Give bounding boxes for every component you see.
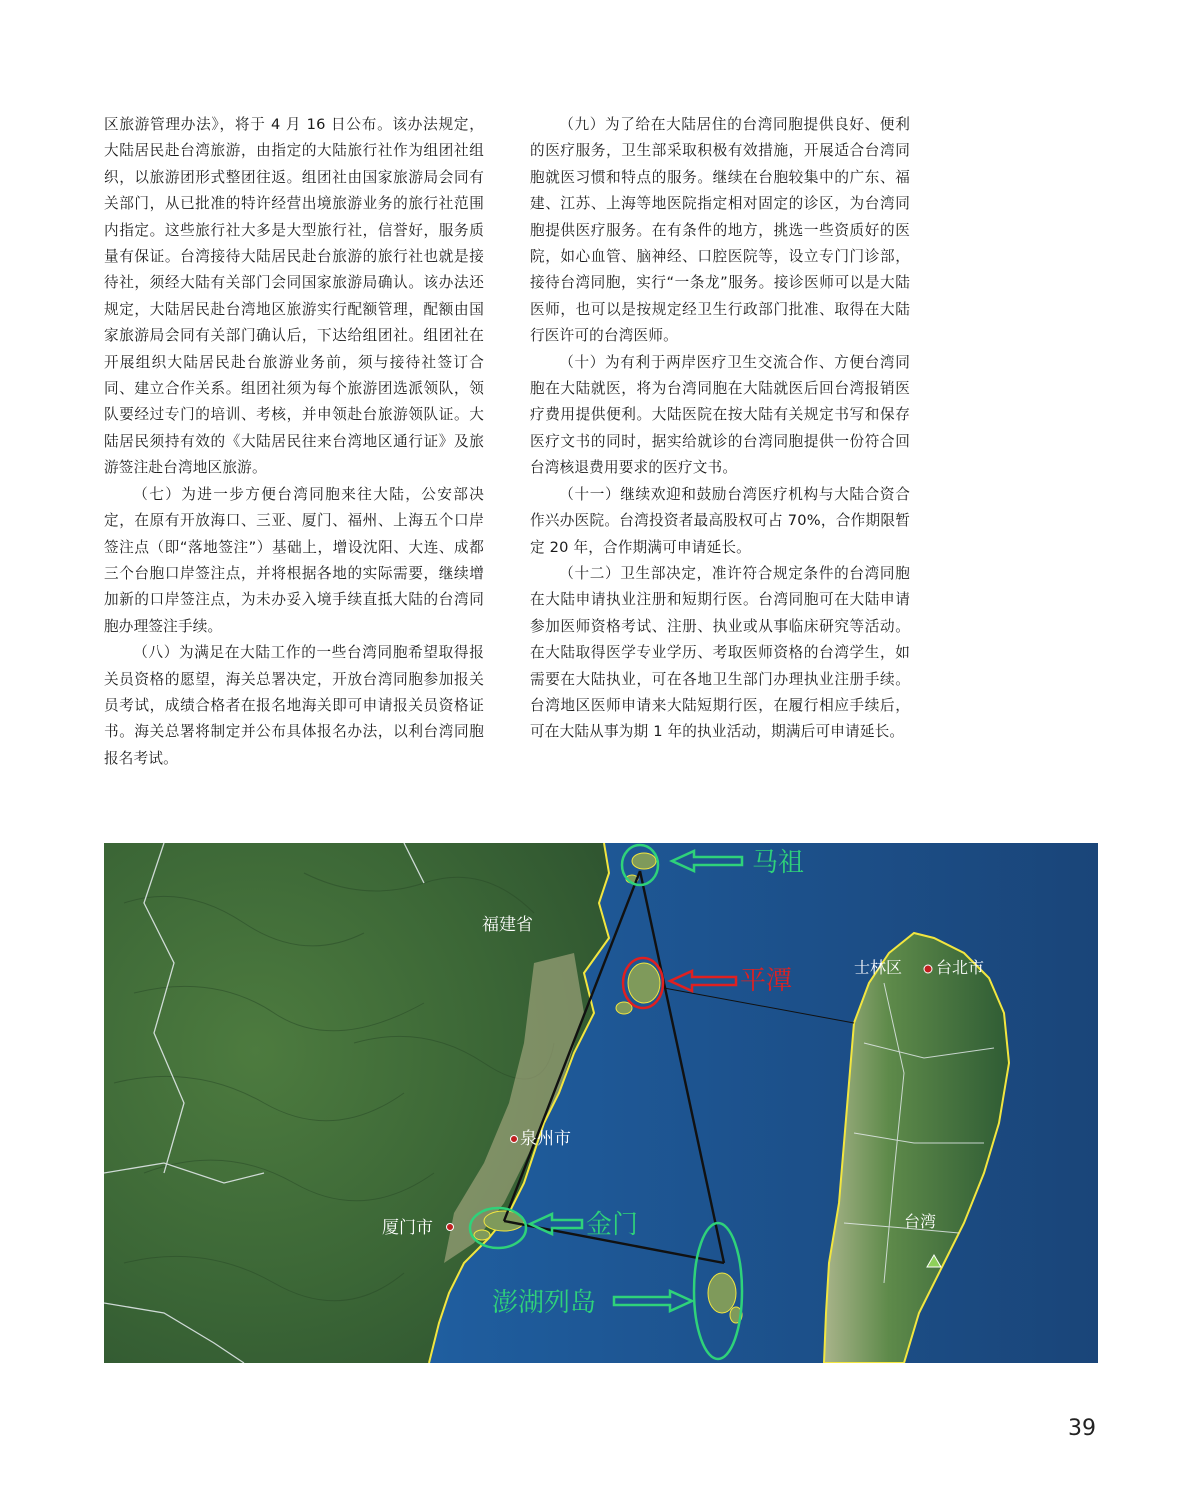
taipei-label: 台北市 [936,958,985,977]
shilin-label: 士林区 [854,958,903,977]
xiamen-label: 厦门市 [382,1218,433,1238]
right-paragraph-3: （十一）继续欢迎和鼓励台湾医疗机构与大陆合资合作兴办医院。台湾投资者最高股权可占 70%，合作期限暂定 20 年，合作期满可申请延长。 [530,485,910,556]
xiamen-marker [447,1224,454,1231]
jinmen-callout-label: 金门 [586,1210,639,1240]
right-paragraph-4: （十二）卫生部决定，准许符合规定条件的台湾同胞在大陆申请执业注册和短期行医。台湾同胞可在大陆申请参加医师资格考试、注册、执业或从事临床研究等活动。在大陆取得医学专业学历、考取医师资格的台湾学生，如需要在大陆执业，可在各地卫生部门办理执业注册手续。台湾地区医师申请来大陆短期行医，在履行相应手续后，可在大陆从事为期 1 年的执业活动，期满后可申请延长。 [530,564,910,741]
quanzhou-marker [511,1136,518,1143]
taiwan-label: 台湾 [904,1212,937,1231]
right-paragraph-2: （十）为有利于两岸医疗卫生交流合作、方便台湾同胞在大陆就医，将为台湾同胞在大陆就医后回台湾报销医疗费用提供便利。大陆医院在按大陆有关规定书写和保存医疗文书的同时，据实给就诊的台湾同胞提供一份符合回台湾核退费用要求的医疗文书。 [530,353,910,477]
page-number: 39 [1068,1416,1096,1441]
right-paragraph-1: （九）为了给在大陆居住的台湾同胞提供良好、便利的医疗服务，卫生部采取积极有效措施，开展适合台湾同胞就医习惯和特点的服务。继续在台胞较集中的广东、福建、江苏、上海等地医院指定相对固定的诊区，为台湾同胞提供医疗服务。在有条件的地方，挑选一些资质好的医院，如心血管、脑神经、口腔医院等，设立专门门诊部，接待台湾同胞，实行“一条龙”服务。接诊医师可以是大陆医师，也可以是按规定经卫生行政部门批准、取得在大陆行医许可的台湾医师。 [530,116,910,345]
left-paragraph-2: （七）为进一步方便台湾同胞来往大陆，公安部决定，在原有开放海口、三亚、厦门、福州、上海五个口岸签注点（即“落地签注”）基础上，增设沈阳、大连、成都三个台胞口岸签注点，并将根据各地的实际需要，继续增加新的口岸签注点，为未办妥入境手续直抵大陆的台湾同胞办理签注手续。 [104,485,484,635]
left-paragraph-3: （八）为满足在大陆工作的一些台湾同胞希望取得报关员资格的愿望，海关总署决定，开放台湾同胞参加报关员考试，成绩合格者在报名地海关即可申请报关员资格证书。海关总署将制定并公布具体报名办法，以利台湾同胞报名考试。 [104,644,484,767]
fujian-label: 福建省 [482,915,533,935]
pingtan-callout-label: 平潭 [740,966,793,996]
left-text-column [104,112,484,772]
taiwan-strait-map [104,843,1098,1363]
quanzhou-label: 泉州市 [520,1129,571,1149]
mazu-callout-label: 马祖 [752,848,805,878]
right-text-column [530,112,910,746]
left-paragraph-1: 区旅游管理办法》，将于 4 月 16 日公布。该办法规定，大陆居民赴台湾旅游，由指定的大陆旅行社作为组团社组织，以旅游团形式整团往返。组团社由国家旅游局会同有关部门，从已批准的特许经营出境旅游业务的旅行社范围内指定。这些旅行社大多是大型旅行社，信誉好，服务质量有保证。台湾接待大陆居民赴台旅游的旅行社也就是接待社，须经大陆有关部门会同国家旅游局确认。该办法还规定，大陆居民赴台湾地区旅游实行配额管理，配额由国家旅游局会同有关部门确认后，下达给组团社。组团社在开展组织大陆居民赴台旅游业务前，须与接待社签订合同、建立合作关系。组团社须为每个旅游团选派领队，领队要经过专门的培训、考核，并申领赴台旅游领队证。大陆居民须持有效的《大陆居民往来台湾地区通行证》及旅游签注赴台湾地区旅游。 [104,116,484,477]
shilin-marker [924,965,932,973]
penghu-callout-label: 澎湖列岛 [492,1288,597,1318]
